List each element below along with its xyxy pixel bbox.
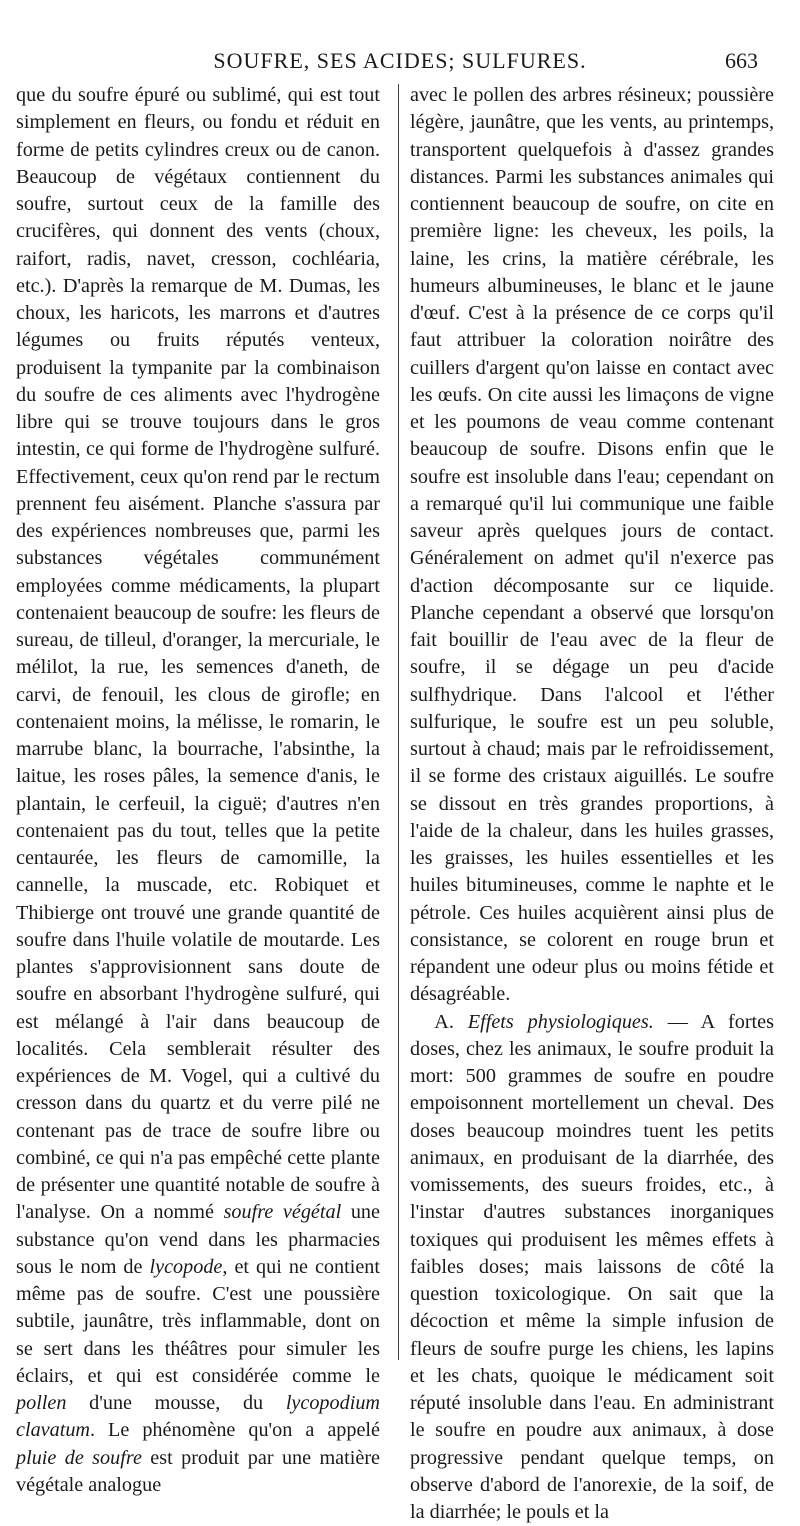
running-title: SOUFRE, SES ACIDES; SULFURES. xyxy=(0,46,800,76)
running-head xyxy=(0,46,800,76)
right-paragraph-2 xyxy=(410,1009,774,1526)
right-column xyxy=(410,82,774,1526)
section-heading-effets: Effets physiologiques. xyxy=(468,1011,654,1033)
left-text-3: , et qui ne contient même pas de soufre. C'est une poussière subtile, jaunâtre, très inflammable, dont on se sert dans les théâtres pour simuler les éclairs, et qui est considérée comme le xyxy=(16,1256,380,1387)
left-paragraph xyxy=(16,82,380,1499)
italic-pollen: pollen xyxy=(16,1392,66,1414)
italic-lycopode: lycopode xyxy=(150,1256,223,1278)
left-text-6: est produit par une matière végétale analogue xyxy=(16,1447,380,1496)
italic-soufre-vegetal: soufre végétal xyxy=(224,1201,342,1223)
italic-lycopodium: lycopodium clavatum xyxy=(16,1392,380,1441)
left-text-1: que du soufre épuré ou sublimé, qui est tout simplement en fleurs, ou fondu et réduit en forme de petits cylindres creux ou de canon. Beaucoup de végétaux contiennent du soufre, surtout ceux de la famille des crucifères, qui donnent des vents (choux, raifort, radis, navet, cresson, cochléaria, etc.). D'après la remarque de M. Dumas, les choux, les haricots, les marrons et d'autres légumes ou fruits réputés venteux, produisent la tympanite par la combinaison du soufre de ces aliments avec l'hydrogène libre qui se trouve toujours dans le gros intestin, ce qui forme de l'hydrogène sulfuré. Effectivement, ceux qu'on rend par le rectum prennent feu aisément. Planche s'assura par des expériences nombreuses que, parmi les substances végétales communément employées comme médicaments, la plupart contenaient beaucoup de soufre: les fleurs de sureau, de tilleul, d'oranger, la mercuriale, le mélilot, la rue, les semences d'aneth, de carvi, de fenouil, les clous de girofle; en contenaient moins, la mélisse, le romarin, le marrube blanc, la bourrache, l'absinthe, la laitue, les roses pâles, la semence d'anis, le plantain, le cerfeuil, la ciguë; d'autres n'en contenaient pas du tout, telles que la petite centaurée, les fleurs de camomille, la cannelle, la muscade, etc. Robiquet et Thibierge ont trouvé une grande quantité de soufre dans l'huile volatile de moutarde. Les plantes s'approvisionnent sans doute de soufre en absorbant l'hydrogène sulfuré, qui est mélangé à l'air dans beaucoup de localités. Cela semblerait résulter des expériences de M. Vogel, qui a cultivé du cresson dans du quartz et du verre pilé ne contenant pas de trace de soufre libre ou combiné, ce qui n'a pas empêché cette plante de présenter une quantité notable de soufre à l'analyse. On a nommé xyxy=(16,84,380,1223)
right-paragraph-1: avec le pollen des arbres résineux; poussière légère, jaunâtre, que les vents, au printemps, transportent quelquefois à d'assez grandes distances. Parmi les substances animales qui contiennent beaucoup de soufre, on cite en première ligne: les cheveux, les poils, la laine, les crins, la matière cérébrale, les humeurs albumineuses, le blanc et le jaune d'œuf. C'est à la présence de ce corps qu'il faut attribuer la coloration noirâtre des cuillers d'argent qu'on laisse en contact avec les œufs. On cite aussi les limaçons de vigne et les poumons de veau comme contenant beaucoup de soufre. Disons enfin que le soufre est insoluble dans l'eau; cependant on a remarqué qu'il lui communique une faible saveur après quelques jours de contact. Généralement on admet qu'il n'exerce pas d'action décomposante sur ce liquide. Planche cependant a observé que lorsqu'on fait bouillir de l'eau avec de la fleur de soufre, il se dégage un peu d'acide sulfhydrique. Dans l'alcool et l'éther sulfurique, le soufre est un peu soluble, surtout à chaud; mais par le refroidissement, il se forme des cristaux aiguillés. Le soufre se dissout en très grandes proportions, à l'aide de la chaleur, dans les huiles grasses, les graisses, les huiles essentielles et les huiles bitumineuses, comme le naphte et le pétrole. Ces huiles acquièrent ainsi plus de consistance, se colorent en rouge brun et répandent une odeur plus ou moins fétide et désagréable. xyxy=(410,82,774,1009)
left-column xyxy=(16,82,380,1499)
left-text-2: une substance qu'on vend dans les pharmacies sous le nom de xyxy=(16,1201,380,1278)
left-text-5: . Le phénomène qu'on a appelé xyxy=(90,1419,380,1441)
section-letter: A. xyxy=(434,1011,468,1033)
column-divider xyxy=(398,84,399,1360)
right-text-2: — A fortes doses, chez les animaux, le soufre produit la mort: 500 grammes de soufre en poudre empoisonnent mortellement un cheval. Des doses beaucoup moindres tuent les petits animaux, en produisant de la diarrhée, des vomissements, des sueurs froides, etc., à l'instar d'autres substances inorganiques toxiques qui produisent les mêmes effets à faibles doses; mais laissons de côté la question toxicologique. On sait que la décoction et même la simple infusion de fleurs de soufre purge les chiens, les lapins et les chats, quoique le médicament soit réputé insoluble dans l'eau. En administrant le soufre en poudre aux animaux, à dose progressive pendant quelque temps, on observe d'abord de l'anorexie, de la soif, de la diarrhée; le pouls et la xyxy=(410,1011,774,1524)
left-text-4: d'une mousse, du xyxy=(66,1392,285,1414)
page-number: 663 xyxy=(725,46,758,76)
italic-pluie-de-soufre: pluie de soufre xyxy=(16,1447,142,1469)
